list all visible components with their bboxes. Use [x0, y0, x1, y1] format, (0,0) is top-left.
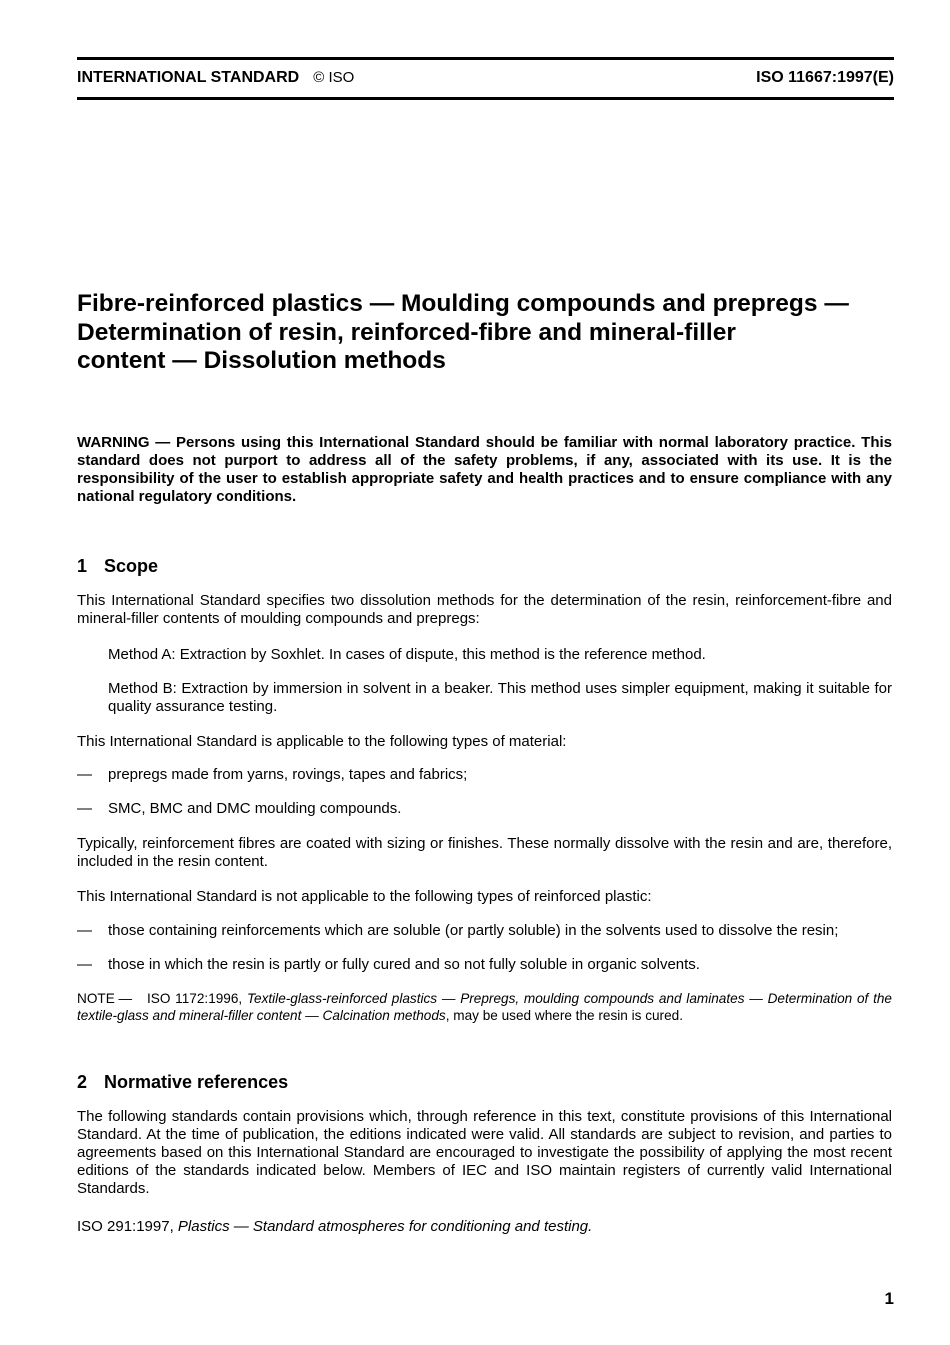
applicable-item-1-text: prepregs made from yarns, rovings, tapes and fabrics; [108, 766, 468, 783]
note-reference-title: Textile-glass-reinforced plastics — Prepregs, moulding compounds and laminates — Determination of the textile-glass and mineral-filler content — Calcination methods [77, 991, 892, 1023]
header-standard-label: INTERNATIONAL STANDARD [77, 69, 300, 86]
reference-number: ISO 291:1997, [77, 1218, 178, 1235]
header-bottom-rule [77, 97, 894, 100]
not-applicable-item-2 [77, 956, 892, 974]
header-reference: ISO 11667:1997(E) [756, 69, 894, 86]
normative-references-body: The following standards contain provisions which, through reference in this text, constitute provisions of this International Standard. At the time of publication, the editions indicated were valid. All standards are subject to revision, and parties to agreements based on this International Standard are encouraged to investigate the possibility of applying the most recent editions of the standards indicated below. Members of IEC and ISO maintain registers of currently valid International Standards. [77, 1108, 892, 1197]
note-reference: ISO 1172:1996, [147, 991, 247, 1006]
section-2-heading [77, 1072, 288, 1093]
header-copyright: © ISO [313, 69, 355, 86]
document-title [77, 290, 907, 376]
section-1-number: 1 [77, 556, 88, 576]
applicable-item-2 [77, 800, 892, 818]
warning-paragraph: WARNING — Persons using this International Standard should be familiar with normal laboratory practice. This standard does not purport to address all of the safety problems, if any, associated with its use. It is the responsibility of the user to establish appropriate safety and health practices and to ensure compliance with any national regulatory conditions. [77, 434, 892, 505]
dash-marker: — [77, 766, 92, 783]
scope-note [77, 990, 892, 1024]
section-2-title: Normative references [104, 1072, 289, 1092]
not-applicable-item-2-text: those in which the resin is partly or fully cured and so not fully soluble in organic solvents. [108, 956, 700, 973]
note-suffix: , may be used where the resin is cured. [445, 1008, 683, 1023]
title-line-1: Fibre-reinforced plastics — Moulding compounds and prepregs — [77, 290, 849, 317]
applicable-item-2-text: SMC, BMC and DMC moulding compounds. [108, 800, 402, 817]
page-number: 1 [884, 1289, 894, 1308]
header-left [77, 69, 354, 87]
reference-iso-291 [77, 1218, 892, 1236]
header-top-rule [77, 57, 894, 60]
dash-marker: — [77, 956, 92, 973]
sizing-paragraph: Typically, reinforcement fibres are coated with sizing or finishes. These normally dissolve with the resin and are, therefore, included in the resin content. [77, 835, 892, 870]
title-line-3: content — Dissolution methods [77, 347, 446, 374]
method-a: Method A: Extraction by Soxhlet. In cases of dispute, this method is the reference method. [108, 646, 706, 663]
not-applicable-item-1 [77, 922, 892, 940]
reference-title: Plastics — Standard atmospheres for conditioning and testing. [177, 1218, 593, 1235]
note-label: NOTE — [77, 991, 133, 1006]
section-2-number: 2 [77, 1072, 88, 1092]
method-b: Method B: Extraction by immersion in solvent in a beaker. This method uses simpler equipment, making it suitable for quality assurance testing. [108, 680, 892, 715]
page-header [77, 69, 894, 89]
title-line-2: Determination of resin, reinforced-fibre and mineral-filler [77, 318, 736, 346]
applicable-item-1 [77, 766, 892, 784]
dash-marker: — [77, 800, 92, 817]
applicable-intro: This International Standard is applicable to the following types of material: [77, 733, 567, 750]
section-1-title: Scope [104, 556, 159, 576]
section-1-heading [77, 556, 158, 577]
scope-intro: This International Standard specifies two dissolution methods for the determination of the resin, reinforcement-fibre and mineral-filler contents of moulding compounds and prepregs: [77, 592, 892, 627]
dash-marker: — [77, 922, 92, 939]
not-applicable-item-1-text: those containing reinforcements which are soluble (or partly soluble) in the solvents used to dissolve the resin; [108, 922, 839, 939]
not-applicable-intro: This International Standard is not applicable to the following types of reinforced plastic: [77, 888, 652, 905]
